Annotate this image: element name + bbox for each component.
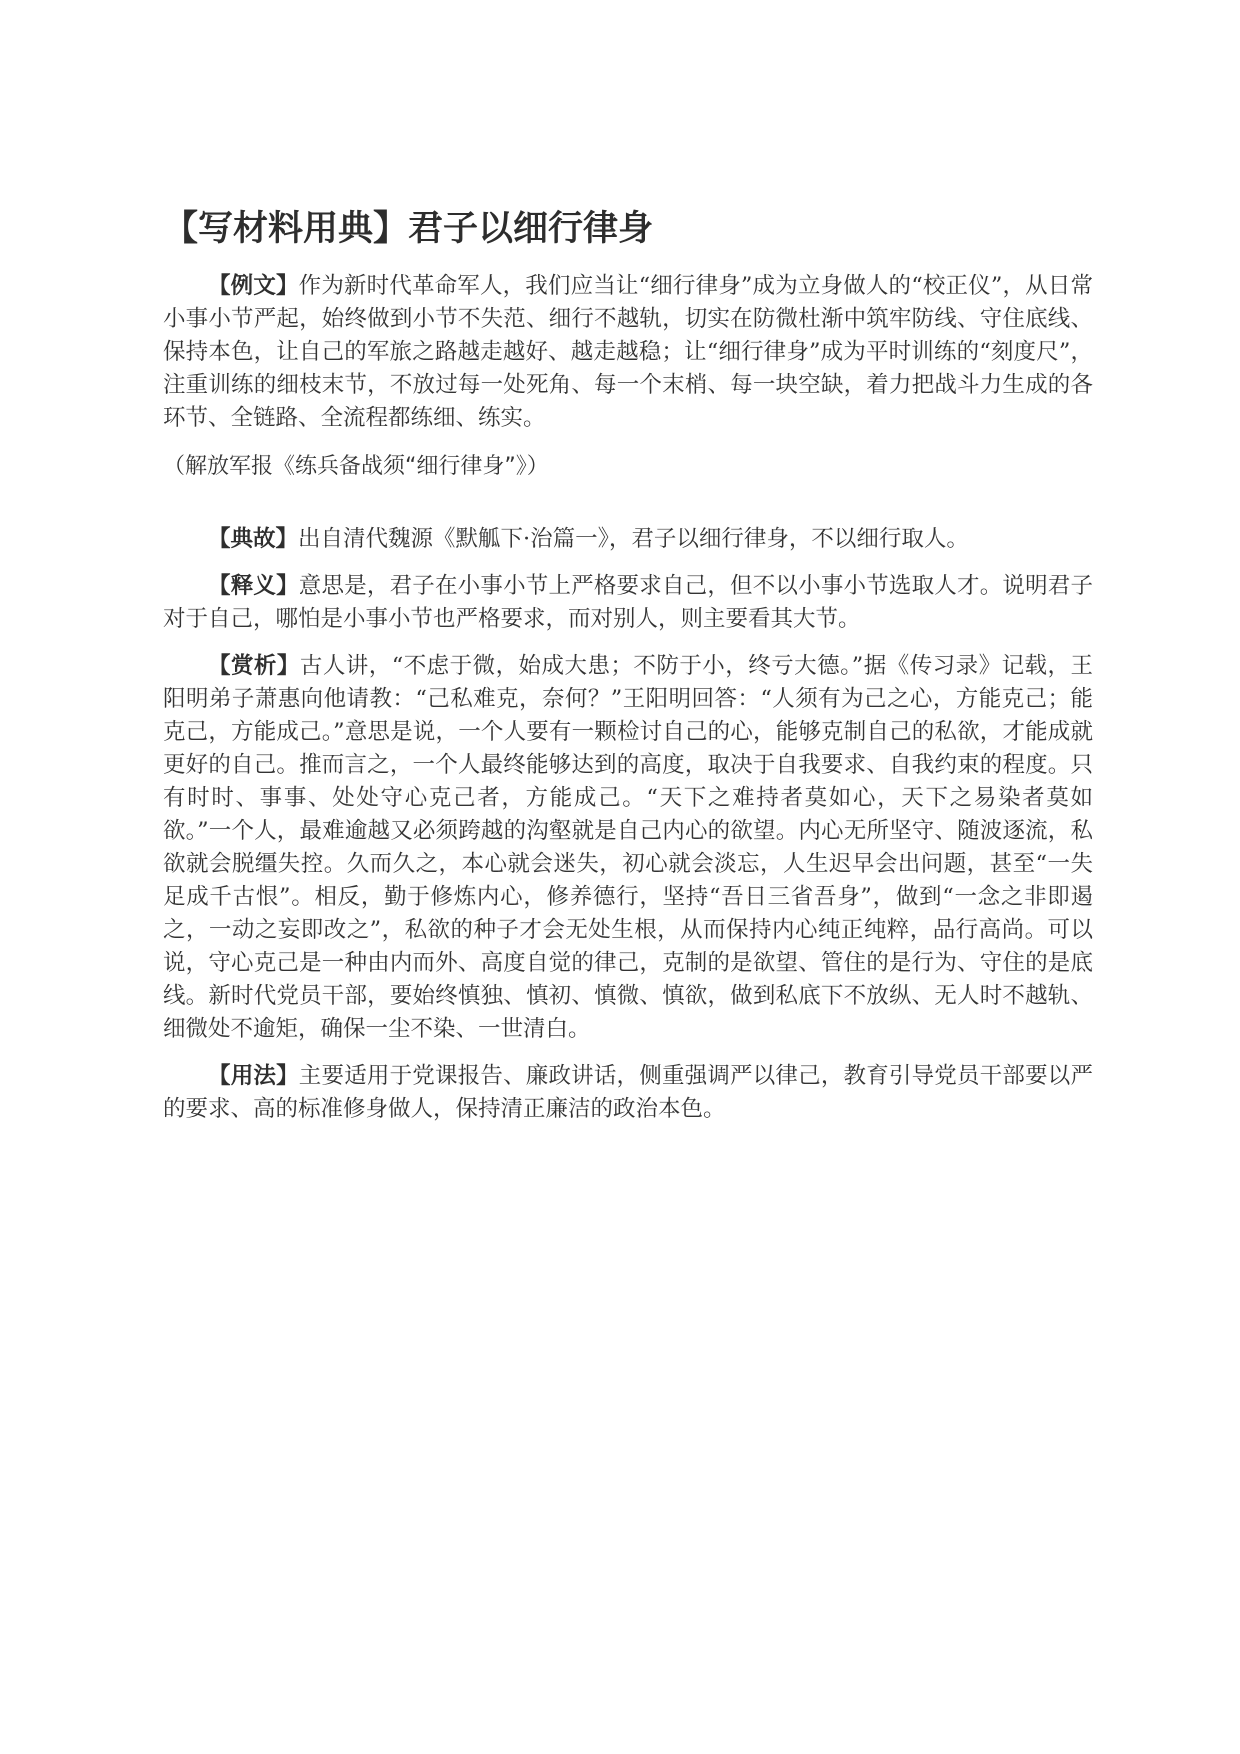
origin-paragraph	[163, 523, 1093, 556]
appreciation-tag: 【赏析】	[208, 653, 300, 679]
origin-text: 出自清代魏源《默觚下·治篇一》，君子以细行律身，不以细行取人。	[298, 526, 969, 552]
example-tag: 【例文】	[208, 273, 299, 299]
origin-tag: 【典故】	[208, 526, 299, 552]
usage-tag: 【用法】	[208, 1063, 299, 1089]
document-page	[163, 200, 1093, 1140]
source-citation: （解放军报《练兵备战须“细行律身”》）	[163, 454, 549, 479]
usage-paragraph	[163, 1060, 1093, 1126]
meaning-paragraph	[163, 570, 1093, 636]
appreciation-paragraph	[163, 650, 1093, 1046]
usage-text: 主要适用于党课报告、廉政讲话，侧重强调严以律己，教育引导党员干部要以严的要求、高的标准修身做人，保持清正廉洁的政治本色。	[163, 1063, 1093, 1122]
meaning-tag: 【释义】	[208, 573, 299, 599]
example-paragraph	[163, 270, 1093, 435]
document-title: 【写材料用典】君子以细行律身	[163, 209, 654, 249]
example-text: 作为新时代革命军人，我们应当让“细行律身”成为立身做人的“校正仪”，从日常小事小节严起，始终做到小节不失范、细行不越轨，切实在防微杜渐中筑牢防线、守住底线、保持本色，让自己的军旅之路越走越好、越走越稳；让“细行律身”成为平时训练的“刻度尺”，注重训练的细枝末节，不放过每一处死角、每一个末梢、每一块空缺，着力把战斗力生成的各环节、全链路、全流程都练细、练实。	[163, 273, 1093, 431]
appreciation-text: 古人讲，“不虑于微，始成大患；不防于小，终亏大德。”据《传习录》记载，王阳明弟子萧惠向他请教：“己私难克，奈何？”王阳明回答：“人须有为己之心，方能克己；能克己，方能成己。”意思是说，一个人要有一颗检讨自己的心，能够克制自己的私欲，才能成就更好的自己。推而言之，一个人最终能够达到的高度，取决于自我要求、自我约束的程度。只有时时、事事、处处守心克己者，方能成己。“天下之难持者莫如心，天下之易染者莫如欲。”一个人，最难逾越又必须跨越的沟壑就是自己内心的欲望。内心无所坚守、随波逐流，私欲就会脱缰失控。久而久之，本心就会迷失，初心就会淡忘，人生迟早会出问题，甚至“一失足成千古恨”。相反，勤于修炼内心，修养德行，坚持“吾日三省吾身”，做到“一念之非即遏之，一动之妄即改之”，私欲的种子才会无处生根，从而保持内心纯正纯粹，品行高尚。可以说，守心克己是一种由内而外、高度自觉的律己，克制的是欲望、管住的是行为、守住的是底线。新时代党员干部，要始终慎独、慎初、慎微、慎欲，做到私底下不放纵、无人时不越轨、细微处不逾矩，确保一尘不染、一世清白。	[163, 653, 1093, 1042]
meaning-text: 意思是，君子在小事小节上严格要求自己，但不以小事小节选取人才。说明君子对于自己，哪怕是小事小节也严格要求，而对别人，则主要看其大节。	[163, 573, 1093, 632]
